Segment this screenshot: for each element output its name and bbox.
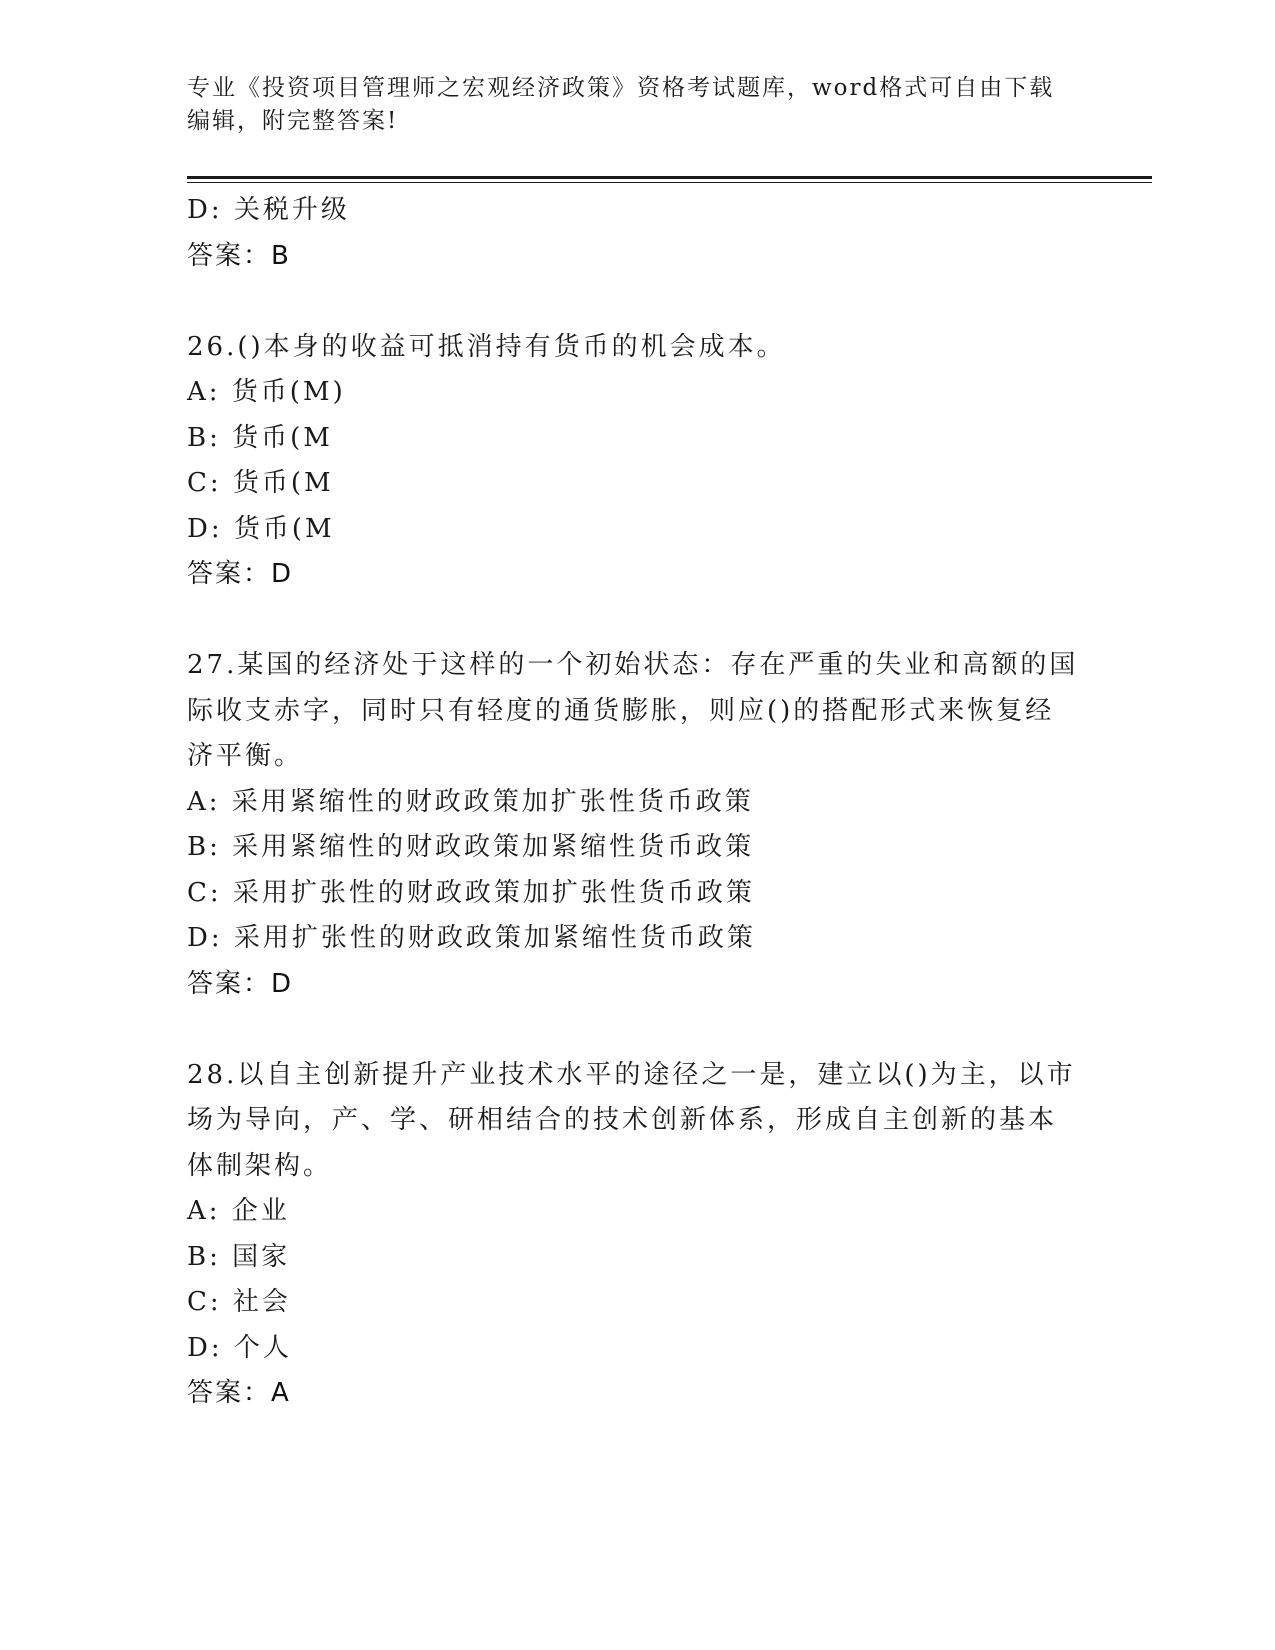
question-stem-line: 际收支赤字，同时只有轻度的通货膨胀，则应()的搭配形式来恢复经 [187, 695, 1055, 726]
option-c: C: 货币(M [187, 468, 334, 498]
question-stem-line: 28.以自主创新提升产业技术水平的途径之一是，建立以()为主，以市 [187, 1059, 1076, 1090]
question-content [187, 188, 1087, 1417]
option-d: D: 个人 [187, 1332, 292, 1363]
spacer [187, 598, 1087, 644]
header-divider-thick [187, 176, 1152, 179]
question-stem-line: 济平衡。 [187, 741, 304, 771]
option-b: B: 货币(M [187, 422, 333, 453]
option-c: C: 采用扩张性的财政政策加扩张性货币政策 [187, 877, 755, 908]
answer: 答案：D [187, 559, 294, 589]
spacer [187, 279, 1087, 325]
question-28 [187, 1053, 1087, 1417]
answer: 答案：A [187, 1378, 291, 1408]
prev-option-d: D: 关税升级 [187, 195, 350, 225]
page-header: 专业《投资项目管理师之宏观经济政策》资格考试题库，word格式可自由下载编辑，附完整答案! [187, 75, 1055, 134]
option-d: D: 货币(M [187, 513, 335, 544]
question-stem: 26.()本身的收益可抵消持有货币的机会成本。 [187, 331, 786, 362]
question-stem-line: 27.某国的经济处于这样的一个初始状态：存在严重的失业和高额的国 [187, 650, 1079, 680]
option-a: A: 货币(M) [187, 377, 346, 407]
question-26 [187, 325, 1087, 598]
option-d: D: 采用扩张性的财政政策加紧缩性货币政策 [187, 923, 756, 953]
header-divider-thin [187, 182, 1152, 183]
option-a: A: 采用紧缩性的财政政策加扩张性货币政策 [187, 786, 754, 817]
option-b: B: 采用紧缩性的财政政策加紧缩性货币政策 [187, 832, 755, 862]
question-27 [187, 643, 1087, 1007]
option-b: B: 国家 [187, 1241, 291, 1272]
answer: 答案：D [187, 968, 294, 999]
spacer [187, 1007, 1087, 1053]
option-a: A: 企业 [187, 1196, 290, 1226]
option-c: C: 社会 [187, 1287, 291, 1317]
prev-answer: 答案：B [187, 240, 291, 271]
question-stem-line: 体制架构。 [187, 1150, 333, 1181]
question-stem-line: 场为导向，产、学、研相结合的技术创新体系，形成自主创新的基本 [187, 1105, 1058, 1135]
